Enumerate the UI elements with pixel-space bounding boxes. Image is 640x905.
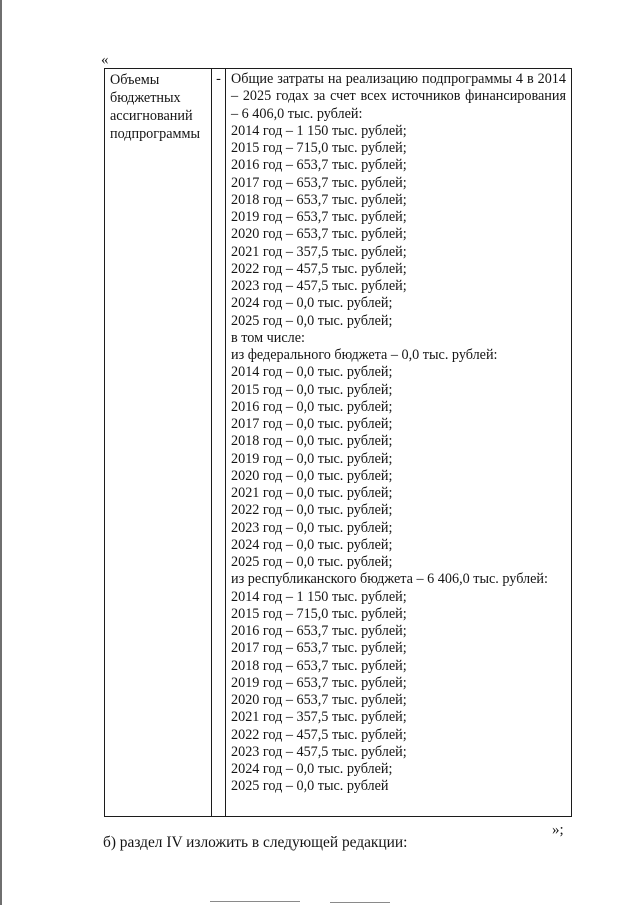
year-line: 2018 год – 0,0 тыс. рублей;: [231, 433, 393, 450]
year-line: 2014 год – 0,0 тыс. рублей;: [231, 364, 393, 381]
year-line: 2019 год – 0,0 тыс. рублей;: [231, 450, 393, 467]
total-year-list: [231, 123, 566, 330]
closing-quote: »;: [552, 822, 564, 838]
year-line: 2015 год – 0,0 тыс. рублей;: [231, 381, 393, 398]
content-cell: [226, 69, 572, 817]
year-line: 2022 год – 0,0 тыс. рублей;: [231, 502, 393, 519]
republic-header: из республиканского бюджета – 6 406,0 тыс. рублей:: [231, 571, 548, 588]
opening-quote: «: [101, 52, 109, 68]
year-line: 2024 год – 0,0 тыс. рублей;: [231, 536, 393, 553]
year-line: 2015 год – 715,0 тыс. рублей;: [231, 605, 407, 622]
label-line: Объемы: [110, 72, 160, 88]
year-line: 2025 год – 0,0 тыс. рублей;: [231, 554, 393, 570]
year-line: 2020 год – 0,0 тыс. рублей;: [231, 467, 393, 484]
year-line: 2021 год – 0,0 тыс. рублей;: [231, 485, 393, 501]
year-line: 2019 год – 653,7 тыс. рублей;: [231, 674, 407, 691]
year-line: 2017 год – 0,0 тыс. рублей;: [231, 416, 393, 432]
year-line: 2023 год – 0,0 тыс. рублей;: [231, 519, 393, 536]
federal-year-list: [231, 364, 566, 571]
year-line: 2017 год – 653,7 тыс. рублей;: [231, 640, 407, 657]
year-line: 2016 год – 653,7 тыс. рублей;: [231, 623, 407, 639]
dash-cell: -: [212, 69, 226, 817]
year-line: 2023 год – 457,5 тыс. рублей;: [231, 278, 407, 294]
year-line: 2015 год – 715,0 тыс. рублей;: [231, 140, 407, 156]
republic-year-list: [231, 589, 566, 796]
year-line: 2024 год – 0,0 тыс. рублей;: [231, 761, 393, 777]
scan-artifact: [330, 902, 390, 903]
section-instruction: б) раздел IV изложить в следующей редакции:: [103, 834, 408, 851]
year-line: 2020 год – 653,7 тыс. рублей;: [231, 692, 407, 708]
year-line: 2023 год – 457,5 тыс. рублей;: [231, 743, 407, 760]
year-line: 2020 год – 653,7 тыс. рублей;: [231, 226, 407, 243]
year-line: 2017 год – 653,7 тыс. рублей;: [231, 174, 407, 191]
federal-header: из федерального бюджета – 0,0 тыс. рублей:: [231, 347, 498, 363]
label-line: подпрограммы: [110, 126, 200, 142]
year-line: 2024 год – 0,0 тыс. рублей;: [231, 295, 393, 312]
page-left-edge: [0, 0, 2, 905]
budget-allocations-table: [104, 68, 572, 817]
year-line: 2014 год – 1 150 тыс. рублей;: [231, 588, 407, 605]
including-line: в том числе:: [231, 329, 305, 346]
year-line: 2018 год – 653,7 тыс. рублей;: [231, 191, 407, 208]
label-line: бюджетных: [110, 90, 181, 106]
year-line: 2016 год – 0,0 тыс. рублей;: [231, 398, 393, 415]
year-line: 2016 год – 653,7 тыс. рублей;: [231, 157, 407, 174]
table-row: [105, 69, 572, 817]
year-line: 2022 год – 457,5 тыс. рублей;: [231, 260, 407, 277]
label-cell: [105, 69, 212, 817]
year-line: 2021 год – 357,5 тыс. рублей;: [231, 243, 407, 260]
year-line: 2025 год – 0,0 тыс. рублей;: [231, 312, 393, 329]
year-line: 2014 год – 1 150 тыс. рублей;: [231, 122, 407, 139]
scan-artifact: [210, 901, 300, 902]
year-line: 2021 год – 357,5 тыс. рублей;: [231, 709, 407, 726]
year-line: 2025 год – 0,0 тыс. рублей: [231, 778, 389, 795]
year-line: 2018 год – 653,7 тыс. рублей;: [231, 657, 407, 674]
year-line: 2019 год – 653,7 тыс. рублей;: [231, 209, 407, 225]
label-line: ассигнований: [110, 108, 193, 124]
intro-paragraph: Общие затраты на реализацию подпрограммы 4 в 2014 – 2025 годах за счет всех источников финансирования – 6 406,0 тыс. рублей:: [231, 71, 566, 122]
year-line: 2022 год – 457,5 тыс. рублей;: [231, 726, 407, 743]
